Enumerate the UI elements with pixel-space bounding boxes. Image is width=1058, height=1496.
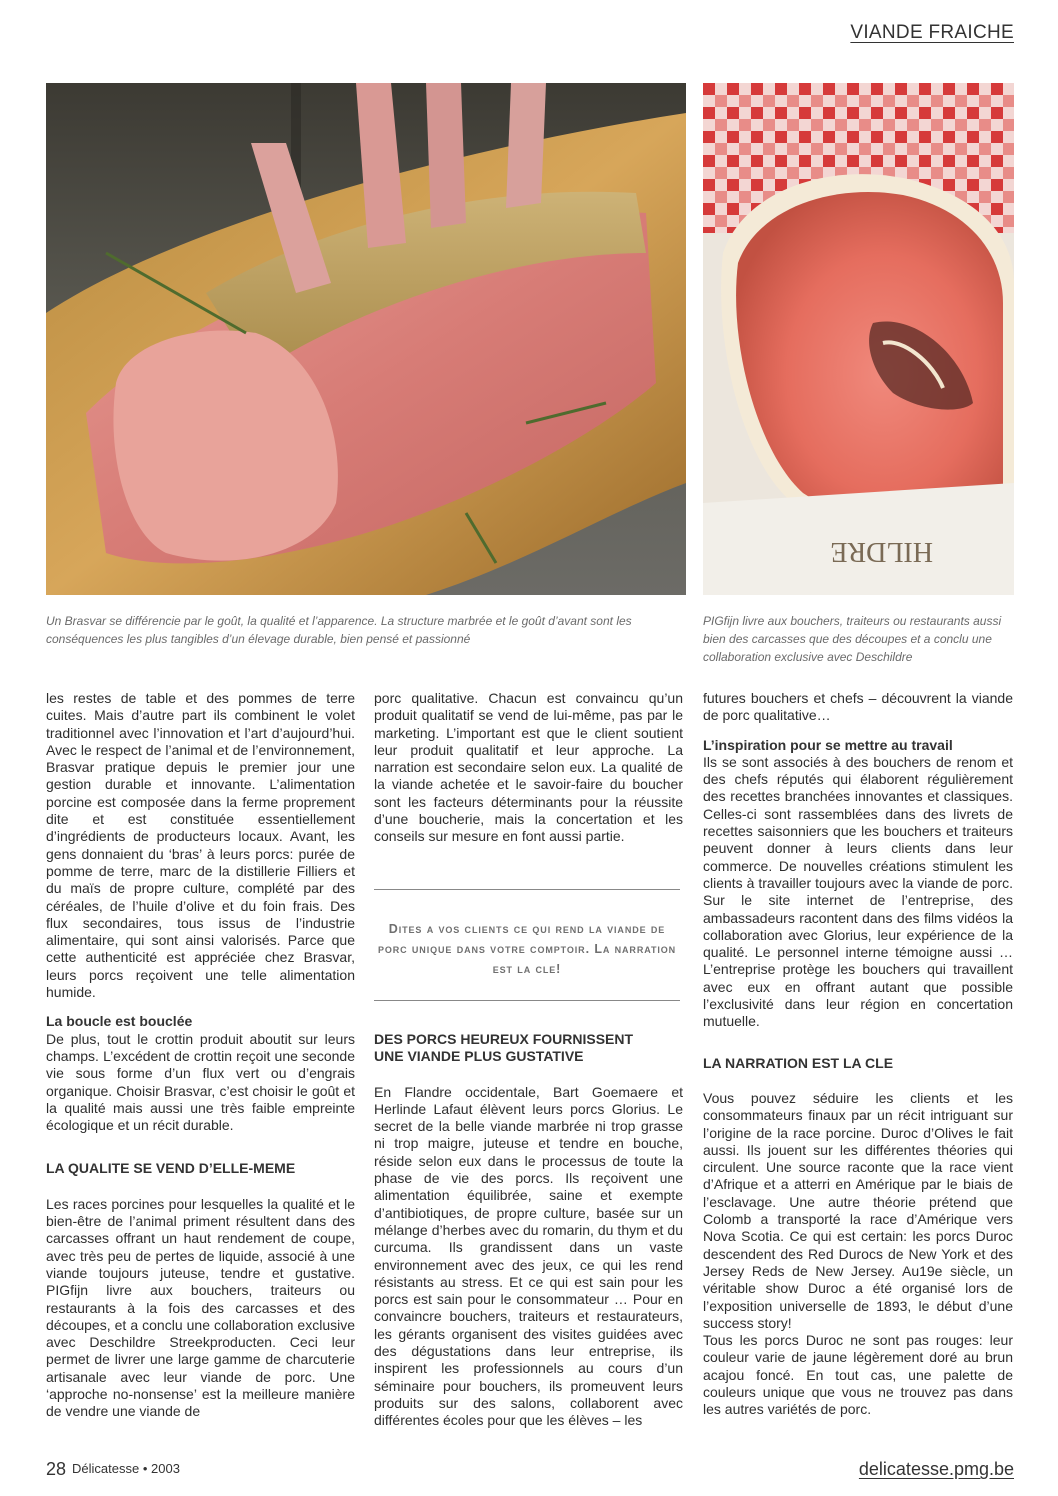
page-number: 28 xyxy=(46,1459,67,1479)
paragraph: De plus, tout le crottin produit aboutit sur leurs champs. L’excédent de crottin reçoit une seconde vie sous forme d’un flux vert ou d’engrais organique. Choisir Brasvar, c’est choisir le goût et la qualité mais aussi une très faible empreinte écologique et un récit durable. xyxy=(46,1030,355,1134)
paragraph: Ils se sont associés à des bouchers de renom et des chefs réputés qui élaborent régulièrement des recettes branchées innovantes et classiques. Celles-ci sont rassemblées dans des livrets de recettes saisonniers que les bouchers et traiteurs peuvent donner à leurs clients dans leur commerce. De nouvelles créations stimulent les clients à travailler toujours avec la viande de porc. Sur le site internet de l’entreprise, des ambassadeurs racontent dans des films vidéos la collaboration avec Glorius, leur expérience de la qualité. Le personnel interne témoigne aussi … L’entreprise protège les bouchers qui travaillent avec eux en offrant autant que possible l’exclusivité dans leur région en concertation mutuelle. xyxy=(703,753,1013,1030)
paragraph: futures bouchers et chefs – découvrent la viande de porc qualitative… xyxy=(703,690,1013,724)
subheading-porcs-line-2: UNE VIANDE PLUS GUSTATIVE xyxy=(374,1048,584,1065)
svg-text:HILDRE: HILDRE xyxy=(830,536,933,567)
subheading-narration: LA NARRATION EST LA CLE xyxy=(703,1054,894,1071)
ham-photo xyxy=(703,83,1014,595)
column-2-lower xyxy=(374,1031,683,1430)
pull-quote xyxy=(374,889,680,1001)
subheading-boucle: La boucle est bouclée xyxy=(46,1013,193,1030)
section-title: VIANDE FRAICHE xyxy=(850,22,1014,43)
footer-left xyxy=(46,1459,180,1480)
subheading-inspiration: L’inspiration pour se mettre au travail xyxy=(703,736,953,753)
column-3 xyxy=(703,690,1013,1419)
pull-quote-text: Dites a vos clients ce qui rend la viande de porc unique dans votre comptoir. La narration est la cle! xyxy=(377,922,677,976)
paragraph: Tous les porcs Duroc ne sont pas rouges: leur couleur varie de jaune légèrement doré au brun acajou foncé. En tout cas, une palette de couleurs unique que vous ne trouvez pas dans les autres variétés de porc. xyxy=(703,1332,1013,1418)
publication-name: Délicatesse • 2003 xyxy=(72,1461,180,1476)
paragraph: Les races porcines pour lesquelles la qualité et le bien-être de l’animal priment résultent dans des carcasses offrant un haut rendement de coupe, avec très peu de pertes de liquide, associé à une viande toujours juteuse, tendre et gustative. PIGfijn livre aux bouchers, traiteurs ou restaurants à la fois des carcasses et des découpes, et a conclu une collaboration exclusive avec Deschildre Streekproducten. Ceci leur permet de livrer une large gamme de charcuterie artisanale avec leur viande de porc. Une ‘approche no-nonsense’ est la meilleure manière de vendre une viande de xyxy=(46,1195,355,1420)
subheading-porcs-line-1: DES PORCS HEUREUX FOURNISSENT xyxy=(374,1031,634,1047)
paragraph: En Flandre occidentale, Bart Goemaere et Herlinde Lafaut élèvent leurs porcs Glorius. Le secret de la belle viande marbrée ni trop grasse ni trop maigre, juteuse et tendre en bouche, réside selon eux dans le processus de toute la phase de vie des porcs. Ils reçoivent une alimentation équilibrée, saine et exempte d’antibiotiques, de propre culture, basée sur un mélange d’herbes avec du romarin, du thym et du curcuma. Ils grandissent dans un vaste environnement avec des jeux, ce qui les rend résistants au stress. Et ce qui est sain pour les porcs est sain pour le consommateur … Pour en convaincre bouchers, traiteurs et restaurateurs, les gérants organisent des visites guidées avec des dégustations dans leur entreprise, ils inspirent les professionnels au cours d’un séminaire pour bouchers, ils promeuvent leurs produits sur des salons, collaborent avec différentes écoles pour que les élèves – les xyxy=(374,1083,683,1429)
roast-pork-rack-photo xyxy=(46,83,686,595)
paragraph: les restes de table et des pommes de terre cuites. Mais d’autre part ils combinent le volet traditionnel avec l’innovation et l’art d’aujourd’hui. Avec le respect de l’animal et de l’environnement, Brasvar pratique depuis le premier jour une gestion durable et innovante. L’alimentation porcine est composée dans la ferme proprement dite et est constituée essentiellement d’ingrédients de producteurs locaux. Avant, les gens donnaient du ‘bras’ à leurs porcs: purée de pomme de terre, marc de la distillerie Filliers et du maïs de propre culture, complété par des céréales, de l’huile d’olive et du foin frais. Des flux secondaires, tous issus de l’industrie alimentaire, qui sont ainsi valorisés. Parce que cette authenticité est appréciée chez Brasvar, leurs porcs reçoivent une telle alimentation humide. xyxy=(46,690,355,1001)
caption-left: Un Brasvar se différencie par le goût, la qualité et l’apparence. La structure marbrée et le goût d’avant sont les conséquences les plus tangibles d’un élevage durable, bien pensé et passionné xyxy=(46,614,632,646)
paragraph: porc qualitative. Chacun est convaincu qu’un produit qualitatif se vend de lui-même, pas par le marketing. L’important est que le client soutient leur produit qualitatif et leur approche. La narration est secondaire selon eux. La qualité de la viande achetée et le savoir-faire du boucher sont les facteurs déterminants pour la réussite d’une boucherie, mais la concertation et les conseils sur mesure en font aussi partie. xyxy=(374,690,683,845)
paragraph: Vous pouvez séduire les clients et les consommateurs finaux par un récit intriguant sur l’origine de la race porcine. Duroc d’Olives le fait aussi. Ils jouent sur les différentes théories qui circulent. Une source raconte que la race vient d’Afrique et a atterri en Amérique par le biais de l’esclavage. Une autre théorie prétend que Colomb a transporté la race d’Amérique vers Nova Scotia. Ce qui est certain: les porcs Duroc descendent des Red Durocs de New York et des Jersey Reds de New Jersey. Au19e siècle, un véritable show Duroc a été organisé lors de l’exposition universelle de 1893, le début d’une success story! xyxy=(703,1089,1013,1331)
column-2 xyxy=(374,690,683,846)
column-1 xyxy=(46,690,355,1421)
caption-right: PIGfijn livre aux bouchers, traiteurs ou restaurants aussi bien des carcasses que des découpes et a conclu une collaboration exclusive avec Deschildre xyxy=(703,614,1002,664)
subheading-qualite: LA QUALITE SE VEND D’ELLE-MEME xyxy=(46,1160,296,1177)
website-link[interactable]: delicatesse.pmg.be xyxy=(858,1459,1014,1479)
